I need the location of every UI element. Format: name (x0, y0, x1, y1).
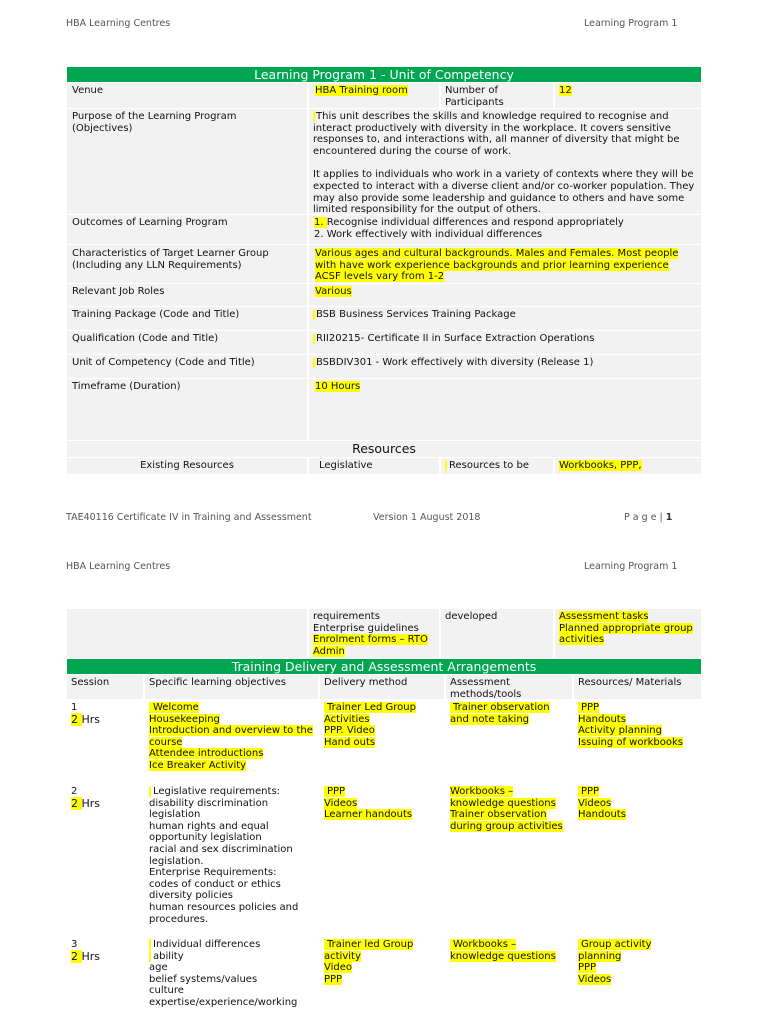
characteristics-value: Various ages and cultural backgrounds. Males and Females. Most people with have work experience backgrounds and prior learning experience ACSF levels vary from 1-2 (315, 248, 679, 283)
resources-to-be-cell (441, 458, 553, 474)
delivery-assessment-band: Training Delivery and Assessment Arrangements (67, 659, 701, 674)
uoc-label-cell (67, 355, 307, 378)
uoc-value: BSBDIV301 - Work effectively with diversity (Release 1) (313, 357, 593, 368)
cont-developed: developed (445, 611, 498, 622)
job-roles-value-cell (309, 284, 701, 306)
cont-admin: Admin (313, 645, 345, 657)
purpose-paragraph-2: It applies to individuals who work in a variety of contexts where they will be expected to interact with a diverse client and/or co-worker population. They may also provide some leadership and guidance to others and have some limited responsibility for the output of others. (313, 169, 695, 216)
footer-version: Version 1 August 2018 (373, 512, 481, 523)
characteristics-label-line2: (Including any LLN Requirements) (72, 259, 242, 271)
session-1-resources: PPP Handouts Activity planning Issuing of workbooks (578, 702, 683, 748)
footer-course: TAE40116 Certificate IV in Training and Assessment (66, 512, 312, 523)
qualification-label: Qualification (Code and Title) (72, 333, 219, 344)
existing-resources-cell (67, 458, 307, 474)
session-1-objectives: Welcome Housekeeping Introduction and overview to the course Attendee introductions Ice Breaker Activity (149, 702, 313, 771)
training-package-label-cell (67, 307, 307, 330)
outcomes-value-cell (309, 215, 701, 244)
cont-cell-3 (441, 609, 553, 658)
characteristics-label-line1: Characteristics of Target Learner Group (72, 248, 269, 259)
col-session: Session (71, 677, 110, 688)
characteristics-value-cell (309, 245, 701, 283)
existing-resources-label: Existing Resources (140, 460, 234, 471)
training-package-label: Training Package (Code and Title) (72, 309, 240, 320)
venue-label: Venue (72, 85, 104, 96)
cont-enterprise-guidelines: Enterprise guidelines (313, 622, 419, 634)
job-roles-label-cell (67, 284, 307, 306)
col-assessment-cell (446, 675, 572, 699)
training-package-value: BSB Business Services Training Package (313, 309, 516, 320)
col-objectives: Specific learning objectives (149, 677, 286, 688)
purpose-value-cell (309, 109, 701, 214)
outcome-1: 1. Recognise individual differences and respond appropriately (314, 217, 624, 228)
workbooks-cell (555, 458, 701, 474)
purpose-label-line1: Purpose of the Learning Program (72, 111, 237, 122)
venue-value-cell (309, 83, 439, 108)
qualification-value: RII20215- Certificate II in Surface Extraction Operations (313, 333, 594, 344)
venue-label-cell (67, 83, 307, 108)
uoc-label: Unit of Competency (Code and Title) (72, 357, 255, 368)
outcomes-label: Outcomes of Learning Program (72, 217, 228, 228)
participants-value-cell (555, 83, 701, 108)
cont-enrolment-forms: Enrolment forms – RTO (313, 634, 428, 646)
cont-cell-2 (309, 609, 439, 658)
col-assessment-line1: Assessment (450, 677, 510, 688)
timeframe-value: 10 Hours (315, 381, 361, 392)
page-header-left: HBA Learning Centres (66, 18, 171, 29)
legislative-cell (309, 458, 439, 474)
col-resources: Resources/ Materials (578, 677, 682, 688)
timeframe-value-cell (309, 379, 701, 440)
qualification-value-cell (309, 331, 701, 354)
timeframe-label: Timeframe (Duration) (72, 381, 181, 392)
cont-cell-4 (555, 609, 701, 658)
participants-label-line2: Participants (445, 96, 504, 108)
session-2-num: 2 2 Hrs (71, 786, 101, 810)
resources-to-be-label: Resources to be (445, 460, 529, 471)
uoc-value-cell (309, 355, 701, 378)
cont-planned-group: Planned appropriate group (559, 622, 693, 634)
outcomes-label-cell (67, 215, 307, 244)
venue-value: HBA Training room (315, 85, 408, 96)
timeframe-label-cell (67, 379, 307, 440)
cont-requirements: requirements (313, 611, 380, 622)
page-header-right: Learning Program 1 (584, 18, 678, 29)
session-1-num: 1 2 Hrs (71, 702, 101, 726)
session-3-assessment: Workbooks – knowledge questions (450, 939, 556, 962)
session-1-assessment: Trainer observation and note taking (450, 702, 550, 725)
cont-cell-1 (67, 609, 307, 658)
session-3-objectives: Individual differences ability age belief systems/values culture expertise/experience/working (149, 939, 298, 1008)
page2-header-left: HBA Learning Centres (66, 561, 171, 572)
qualification-label-cell (67, 331, 307, 354)
workbooks-ppp: Workbooks, PPP, (559, 460, 642, 471)
cont-assessment-tasks: Assessment tasks (559, 611, 649, 622)
job-roles-value: Various (315, 286, 352, 297)
session-2-resources: PPP Videos Handouts (578, 786, 626, 821)
participants-label-cell (441, 83, 553, 108)
col-objectives-cell (145, 675, 318, 699)
col-delivery-cell (320, 675, 444, 699)
session-1-delivery: Trainer Led Group Activities PPP. Video Hand outs (324, 702, 416, 748)
outcome-2: 2. Work effectively with individual differences (314, 228, 543, 240)
col-resources-cell (574, 675, 701, 699)
job-roles-label: Relevant Job Roles (72, 286, 165, 297)
page2-header-right: Learning Program 1 (584, 561, 678, 572)
unit-of-competency-band: Learning Program 1 - Unit of Competency (67, 67, 701, 82)
page-number: 1 (665, 512, 673, 523)
session-2-objectives: Legislative requirements: disability discrimination legislation human rights and equal opportunity legislation racial and sex discrimination legislation. Enterprise Requirements: codes of conduct or ethics diversity policies human resources policies and procedures. (149, 786, 299, 925)
footer-page: P a g e | 1 (624, 512, 673, 523)
col-session-cell (67, 675, 143, 699)
session-3-delivery: Trainer led Group activity Video PPP (324, 939, 414, 985)
session-2-assessment: Workbooks – knowledge questions Trainer observation during group activities (450, 786, 563, 832)
resources-title: Resources (67, 441, 701, 457)
col-delivery: Delivery method (324, 677, 408, 688)
legislative-label: Legislative (319, 460, 373, 471)
purpose-paragraph-1: This unit describes the skills and knowledge required to recognise and interact productively with diversity in the workplace. It covers sensitive responses to, and interactions with, all manner of diversity that might be encountered during the course of work. (313, 111, 680, 157)
session-3-num: 3 2 Hrs (71, 939, 101, 963)
purpose-label-line2: (Objectives) (72, 122, 133, 134)
session-2-delivery: PPP Videos Learner handouts (324, 786, 413, 821)
session-3-resources: Group activity planning PPP Videos (578, 939, 652, 985)
characteristics-label-cell (67, 245, 307, 283)
participants-label-line1: Number of (445, 85, 498, 96)
training-package-value-cell (309, 307, 701, 330)
cont-activities: activities (559, 634, 605, 646)
participants-value: 12 (559, 85, 572, 96)
purpose-label-cell (67, 109, 307, 214)
col-assessment-line2: methods/tools (450, 688, 522, 700)
